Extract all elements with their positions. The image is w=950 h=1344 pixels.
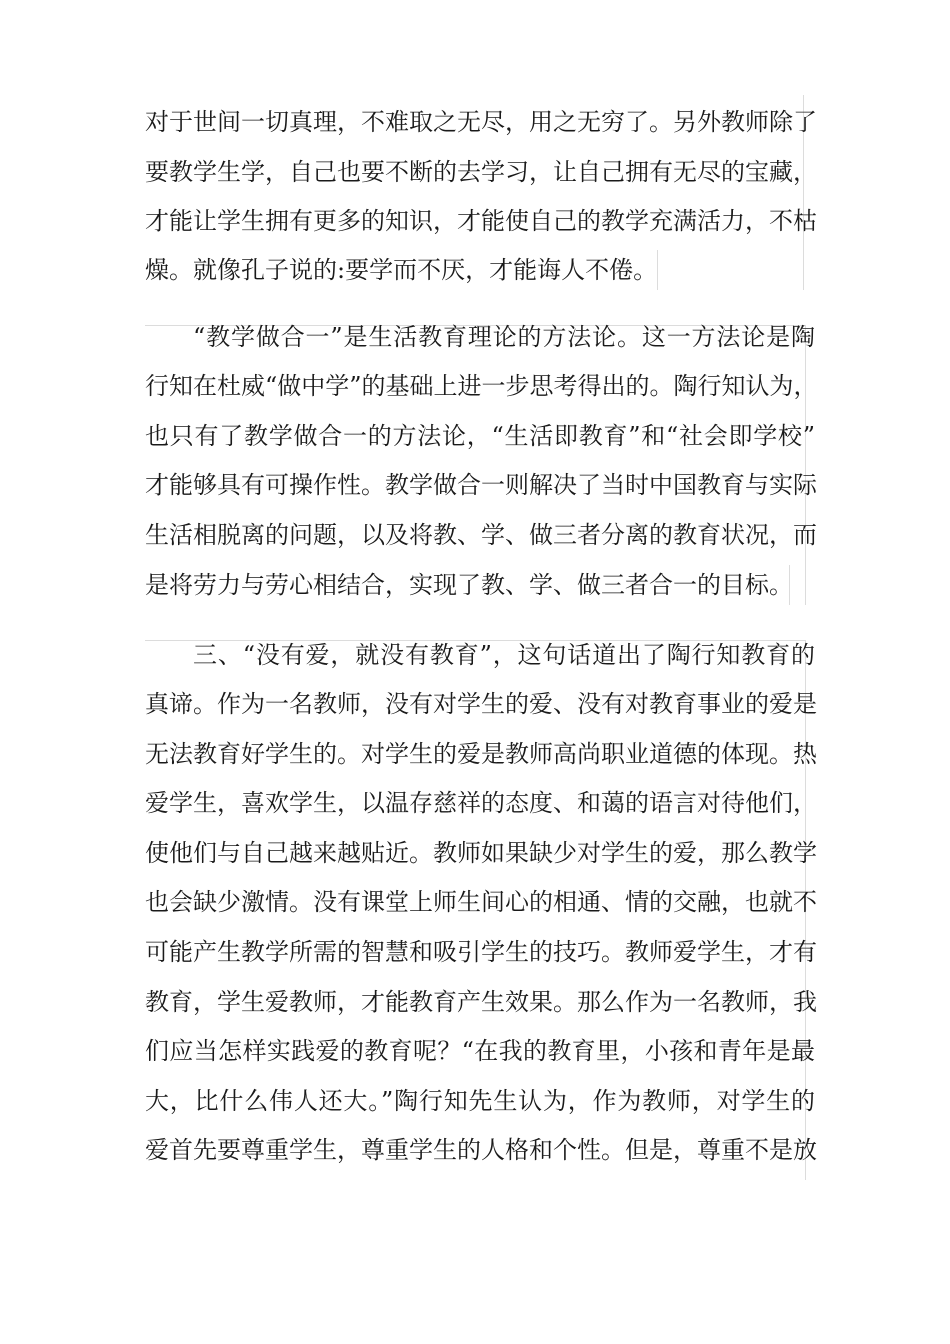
text-line: 是将劳力与劳心相结合，实现了教、学、做三者合一的目标。 bbox=[145, 571, 793, 599]
text-line: 们应当怎样实践爱的教育呢？“在我的教育里，小孩和青年是最 bbox=[145, 1037, 815, 1065]
text-line: 也只有了教学做合一的方法论，“生活即教育”和“社会即学校” bbox=[145, 422, 815, 450]
text-line: 使他们与自己越来越贴近。教师如果缺少对学生的爱，那么教学 bbox=[145, 839, 817, 867]
text-line: 燥。就像孔子说的:要学而不厌，才能诲人不倦。 bbox=[145, 256, 658, 284]
frame-line bbox=[805, 325, 806, 605]
text-line: 可能产生教学所需的智慧和吸引学生的技巧。教师爱学生，才有 bbox=[145, 938, 817, 966]
text-line: 教育，学生爱教师，才能教育产生效果。那么作为一名教师，我 bbox=[145, 988, 817, 1016]
text-line: 爱学生，喜欢学生，以温存慈祥的态度、和蔼的语言对待他们， bbox=[145, 789, 817, 817]
text-line: 真谛。作为一名教师，没有对学生的爱、没有对教育事业的爱是 bbox=[145, 690, 817, 718]
text-line: 三、“没有爱，就没有教育”，这句话道出了陶行知教育的 bbox=[193, 641, 815, 669]
text-line: 对于世间一切真理，不难取之无尽，用之无穷了。另外教师除了 bbox=[145, 108, 817, 136]
text-line: 爱首先要尊重学生，尊重学生的人格和个性。但是，尊重不是放 bbox=[145, 1136, 817, 1164]
text-line: 无法教育好学生的。对学生的爱是教师高尚职业道德的体现。热 bbox=[145, 740, 817, 768]
text-line: 行知在杜威“做中学”的基础上进一步思考得出的。陶行知认为， bbox=[145, 372, 818, 400]
text-line: 要教学生学，自己也要不断的去学习，让自己拥有无尽的宝藏， bbox=[145, 158, 817, 186]
text-line: 也会缺少激情。没有课堂上师生间心的相通、情的交融，也就不 bbox=[145, 888, 817, 916]
text-line: 生活相脱离的问题，以及将教、学、做三者分离的教育状况，而 bbox=[145, 521, 817, 549]
text-line: 才能够具有可操作性。教学做合一则解决了当时中国教育与实际 bbox=[145, 471, 817, 499]
text-line: 才能让学生拥有更多的知识，才能使自己的教学充满活力，不枯 bbox=[145, 207, 817, 235]
text-line: “教学做合一”是生活教育理论的方法论。这一方法论是陶 bbox=[193, 323, 815, 351]
text-line: 大，比什么伟人还大。”陶行知先生认为，作为教师，对学生的 bbox=[145, 1087, 815, 1115]
